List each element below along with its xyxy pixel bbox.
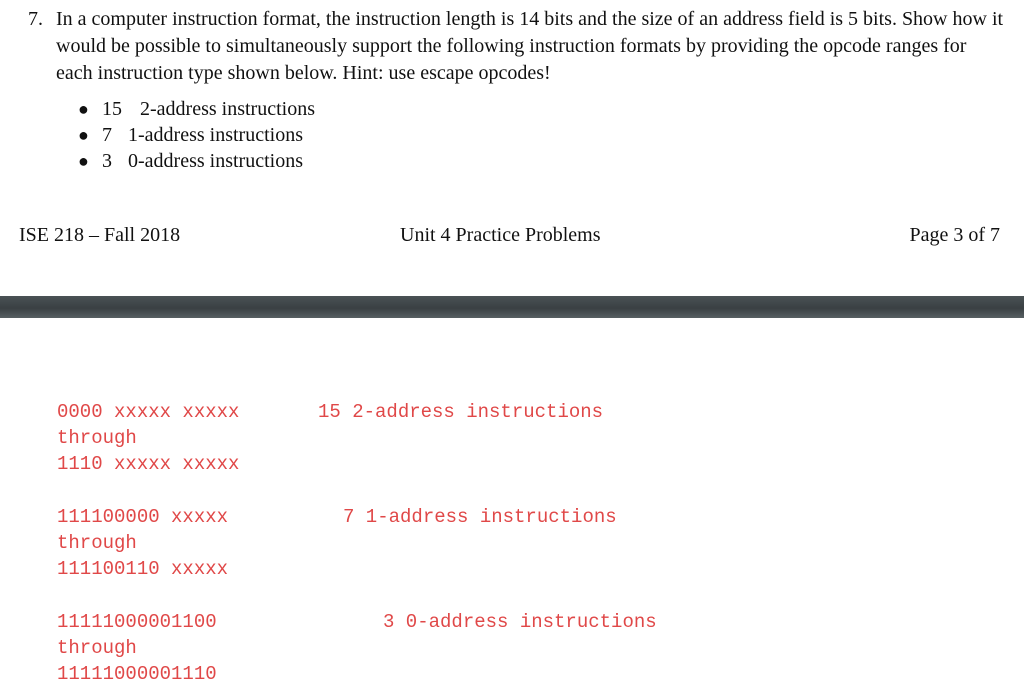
- bullet-icon: ●: [78, 99, 89, 119]
- bullet-icon: ●: [78, 151, 89, 171]
- opcode-range-label: 15 2-address instructions: [318, 401, 604, 423]
- opcode-range-start: 111100000 xxxxx: [57, 506, 229, 528]
- footer-page-number: Page 3 of 7: [909, 224, 1000, 246]
- opcode-range-end: 111100110 xxxxx: [57, 558, 229, 580]
- bullet-count: 15: [102, 98, 122, 120]
- footer-course: ISE 218 – Fall 2018: [19, 224, 181, 246]
- opcode-range-start: 0000 xxxxx xxxxx: [57, 401, 240, 423]
- bullet-description: 2-address instructions: [140, 98, 315, 120]
- bullet-count: 3: [102, 150, 112, 172]
- page-break-divider: [0, 296, 1024, 318]
- opcode-range-through: through: [57, 637, 137, 659]
- footer-title: Unit 4 Practice Problems: [400, 224, 601, 246]
- bullet-description: 1-address instructions: [128, 124, 303, 146]
- opcode-range-label: 3 0-address instructions: [383, 611, 657, 633]
- question-number: 7.: [28, 8, 43, 30]
- opcode-range-through: through: [57, 427, 137, 449]
- opcode-range-start: 11111000001100: [57, 611, 217, 633]
- opcode-range-end: 11111000001110: [57, 663, 217, 685]
- opcode-range-label: 7 1-address instructions: [343, 506, 617, 528]
- question-text: In a computer instruction format, the instruction length is 14 bits and the size of an address field is 5 bits. Show how it would be possible to simultaneously support the following instruction formats by providing the opcode ranges for each instruction type shown below. Hint: use escape opcodes!: [56, 8, 1004, 84]
- bullet-description: 0-address instructions: [128, 150, 303, 172]
- opcode-range-end: 1110 xxxxx xxxxx: [57, 453, 240, 475]
- opcode-range-through: through: [57, 532, 137, 554]
- bullet-count: 7: [102, 124, 112, 146]
- bullet-icon: ●: [78, 125, 89, 145]
